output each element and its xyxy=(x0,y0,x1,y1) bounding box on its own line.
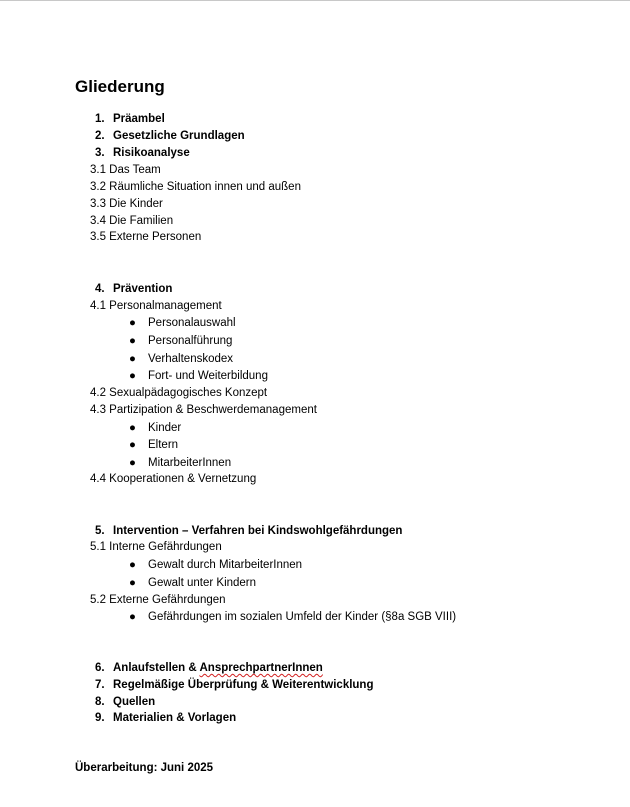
bullet-label: Gewalt unter Kindern xyxy=(148,577,257,589)
heading-number: 4. xyxy=(95,283,105,295)
heading-number: 7. xyxy=(95,679,105,691)
bullet-icon: ● xyxy=(129,577,136,589)
heading-label: Materialien & Vorlagen xyxy=(113,712,237,724)
heading-label: Prävention xyxy=(113,283,173,295)
bullet-icon: ● xyxy=(129,353,136,365)
bullet-label: Gewalt durch MitarbeiterInnen xyxy=(148,559,303,571)
heading-label: Intervention – Verfahren bei Kindswohlgefährdungen xyxy=(113,525,403,537)
heading-number: 6. xyxy=(95,662,105,674)
heading-number: 9. xyxy=(95,712,105,724)
subsection-3-3: 3.3 Die Kinder xyxy=(90,198,163,210)
heading-number: 2. xyxy=(95,130,105,142)
bullet-icon: ● xyxy=(129,370,136,382)
subsection-4-1: 4.1 Personalmanagement xyxy=(90,300,222,312)
subsection-4-4: 4.4 Kooperationen & Vernetzung xyxy=(90,473,257,485)
bullet-label: Kinder xyxy=(148,422,182,434)
subsection-4-3: 4.3 Partizipation & Beschwerdemanagement xyxy=(90,404,317,416)
subsection-5-1: 5.1 Interne Gefährdungen xyxy=(90,541,222,553)
spellcheck-flagged-word[interactable]: AnsprechpartnerInnen xyxy=(199,662,323,674)
subsection-3-2: 3.2 Räumliche Situation innen und außen xyxy=(90,181,301,193)
heading-number: 1. xyxy=(95,113,105,125)
bullet-icon: ● xyxy=(129,317,136,329)
heading-label: Gesetzliche Grundlagen xyxy=(113,130,245,142)
heading-number: 5. xyxy=(95,525,105,537)
bullet-icon: ● xyxy=(129,457,136,469)
heading-label-prefix: Anlaufstellen & xyxy=(113,662,200,674)
subsection-4-2: 4.2 Sexualpädagogisches Konzept xyxy=(90,387,268,399)
bullet-icon: ● xyxy=(129,611,136,623)
heading-label: Präambel xyxy=(113,113,165,125)
heading-label xyxy=(113,660,323,676)
heading-label: Risikoanalyse xyxy=(113,147,190,159)
bullet-label: Personalführung xyxy=(148,335,233,347)
heading-number: 3. xyxy=(95,147,105,159)
bullet-label: Eltern xyxy=(148,439,179,451)
heading-label: Regelmäßige Überprüfung & Weiterentwicklung xyxy=(113,679,374,691)
heading-label: Quellen xyxy=(113,696,156,708)
bullet-label: Personalauswahl xyxy=(148,317,236,329)
bullet-icon: ● xyxy=(129,439,136,451)
bullet-icon: ● xyxy=(129,422,136,434)
subsection-5-2: 5.2 Externe Gefährdungen xyxy=(90,594,226,606)
subsection-3-5: 3.5 Externe Personen xyxy=(90,231,202,243)
bullet-icon: ● xyxy=(129,335,136,347)
bullet-label: Verhaltenskodex xyxy=(148,353,234,365)
heading-number: 8. xyxy=(95,696,105,708)
bullet-label: Gefährdungen im sozialen Umfeld der Kinder (§8a SGB VIII) xyxy=(148,611,457,623)
page-title: Gliederung xyxy=(75,77,165,96)
bullet-icon: ● xyxy=(129,559,136,571)
subsection-3-4: 3.4 Die Familien xyxy=(90,215,174,227)
subsection-3-1: 3.1 Das Team xyxy=(90,164,161,176)
bullet-label: Fort- und Weiterbildung xyxy=(148,370,268,382)
bullet-label: MitarbeiterInnen xyxy=(148,457,232,469)
revision-note: Überarbeitung: Juni 2025 xyxy=(75,762,214,774)
